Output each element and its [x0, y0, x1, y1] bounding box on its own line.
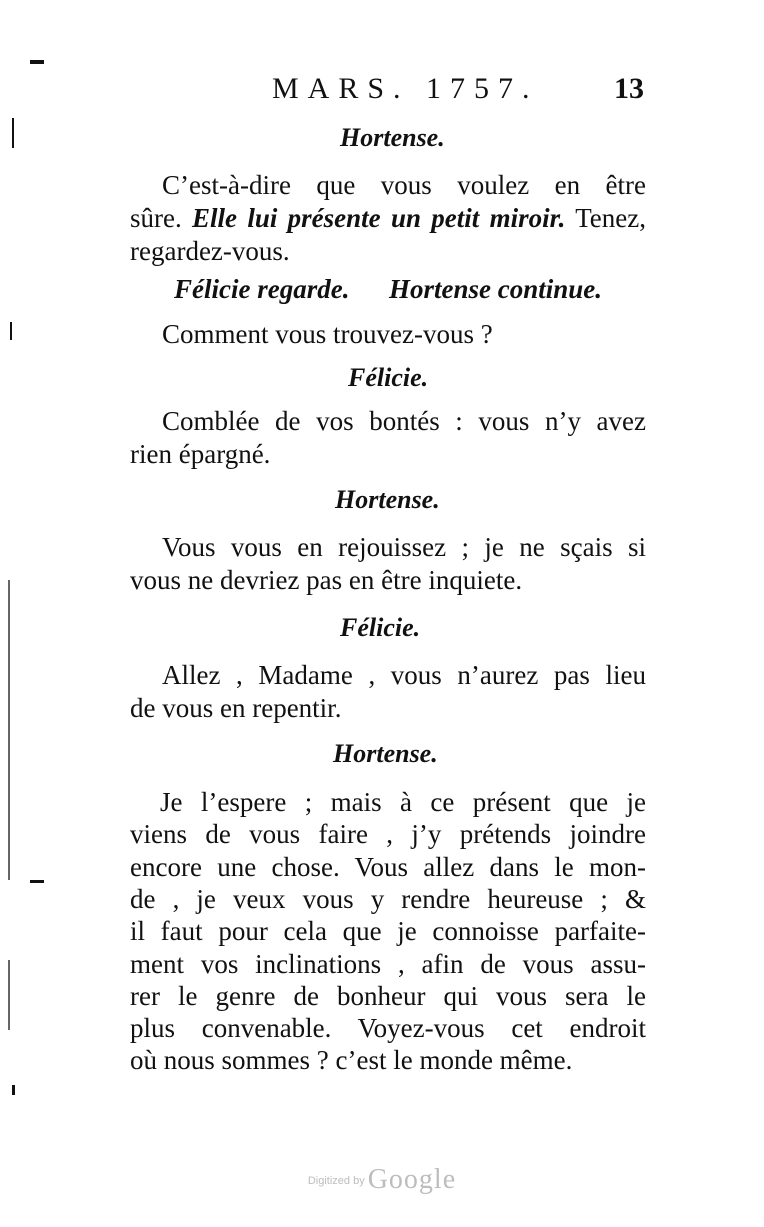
text-line: encore une chose. Vous allez dans le mon-	[130, 852, 646, 882]
margin-mark	[12, 118, 14, 148]
speaker-name: Hortense.	[335, 485, 440, 514]
text-line: Comment vous trouvez-vous ?	[162, 319, 493, 349]
stage-direction-line	[174, 273, 690, 305]
text-line	[130, 202, 646, 234]
text-line: Je l’espere ; mais à ce présent que je	[160, 787, 646, 817]
text-line: il faut pour cela que je connoisse parfaite-	[130, 916, 646, 946]
running-head-title: MARS. 1757.	[272, 72, 539, 105]
text-line: rien épargné.	[130, 439, 271, 469]
stage-direction: Hortense continue.	[388, 274, 602, 304]
stage-direction: Félicie regarde.	[174, 274, 350, 304]
text-line: viens de vous faire , j’y prétends joindre	[130, 819, 646, 849]
margin-mark	[8, 580, 10, 880]
text-line: regardez-vous.	[130, 236, 290, 266]
margin-mark	[12, 1085, 15, 1095]
speaker-name: Hortense.	[333, 739, 438, 768]
speaker-name: Félicie.	[340, 613, 421, 642]
stage-direction: Elle lui présente un petit miroir.	[192, 203, 566, 233]
text-fragment: sûre.	[130, 203, 193, 233]
text-line: ment vos inclinations , afin de vous assu-	[130, 949, 646, 979]
text-line: Comblée de vos bontés : vous n’y avez	[162, 406, 646, 436]
watermark-brand: Google	[367, 1164, 457, 1195]
digitized-by-watermark	[0, 1164, 764, 1196]
text-fragment: Tenez,	[565, 203, 646, 233]
text-line: plus convenable. Voyez-vous cet endroit	[130, 1013, 646, 1043]
text-line: vous ne devriez pas en être inquiete.	[130, 565, 523, 595]
margin-mark	[30, 880, 44, 883]
text-line: où nous sommes ? c’est le monde même.	[130, 1045, 573, 1075]
text-line: C’est-à-dire que vous voulez en être	[162, 170, 646, 200]
running-head	[130, 72, 650, 112]
text-line: Allez , Madame , vous n’aurez pas lieu	[162, 660, 646, 690]
text-line: de vous en repentir.	[130, 693, 342, 723]
text-line: de , je veux vous y rendre heureuse ; &	[130, 884, 646, 914]
margin-mark	[30, 60, 44, 64]
text-line: rer le genre de bonheur qui vous sera le	[130, 981, 646, 1011]
speaker-name: Hortense.	[340, 123, 445, 152]
margin-mark	[10, 322, 12, 340]
watermark-prefix: Digitized by	[307, 1175, 365, 1187]
text-line: Vous vous en rejouissez ; je ne sçais si	[162, 532, 646, 562]
margin-mark	[8, 960, 10, 1030]
page-number: 13	[614, 72, 644, 105]
speaker-name: Félicie.	[348, 363, 429, 392]
